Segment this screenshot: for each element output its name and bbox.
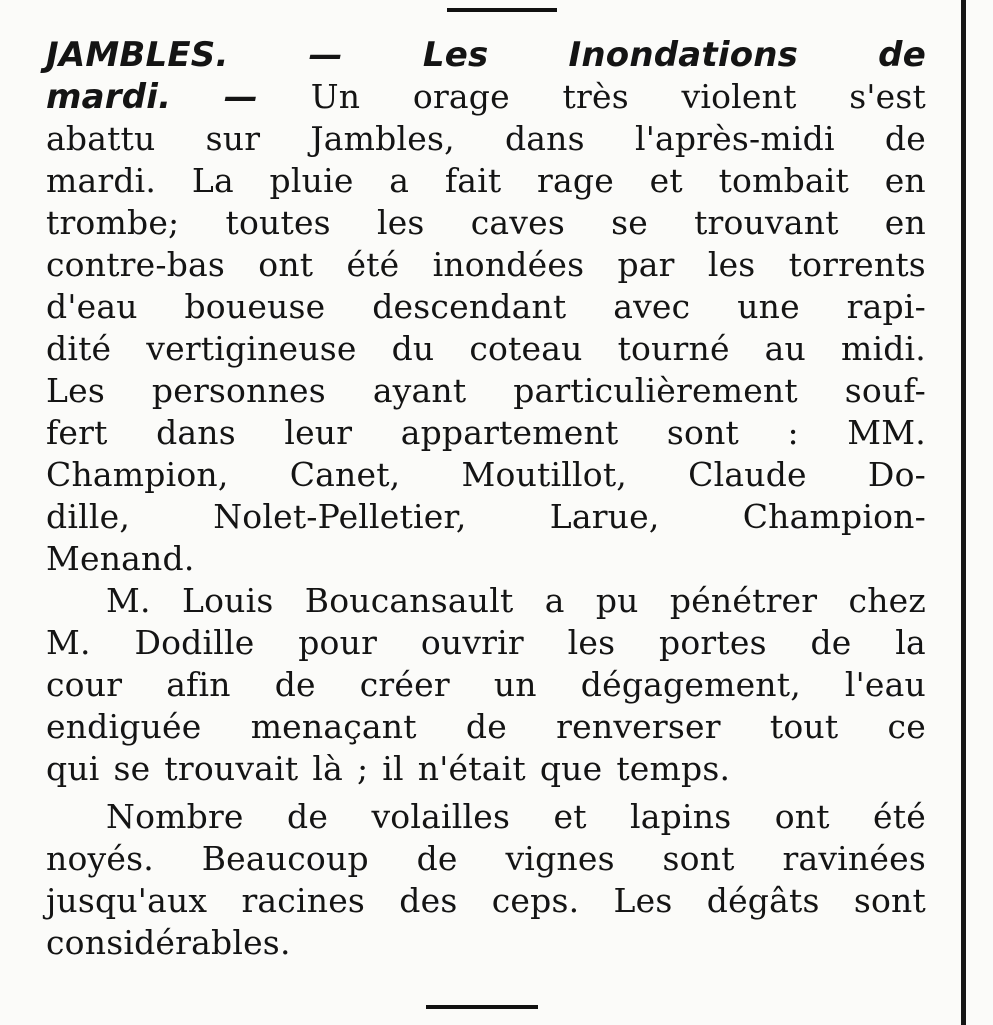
word: ont (258, 245, 314, 284)
word: et (553, 797, 587, 836)
word: ; (356, 749, 369, 788)
headline-line (46, 34, 926, 76)
word: se (113, 749, 151, 788)
word: Les (613, 881, 673, 920)
article-line (46, 922, 926, 964)
word: Inondations (568, 35, 799, 75)
word: cour (46, 665, 123, 704)
word: Larue, (549, 497, 660, 536)
word: inondées (432, 245, 585, 284)
word: jusqu'aux (46, 881, 208, 920)
article-line (46, 118, 926, 160)
word: Champion- (742, 497, 926, 536)
word: n'était (417, 749, 526, 788)
word: pluie (269, 161, 354, 200)
article-line (46, 796, 926, 838)
word: La (191, 161, 234, 200)
word: dans (156, 413, 236, 452)
word: dégâts (706, 881, 820, 920)
word: violent (681, 77, 797, 116)
word: torrents (788, 245, 926, 284)
word: pu (595, 581, 639, 620)
word: l'après-midi (634, 119, 835, 158)
word: pour (298, 623, 378, 662)
word: Claude (688, 455, 807, 494)
article-line (46, 412, 926, 454)
word: midi. (840, 329, 926, 368)
word: temps. (616, 749, 731, 788)
word: là (312, 749, 343, 788)
word: — (308, 35, 343, 75)
word: orage (412, 77, 510, 116)
word: trombe; (46, 203, 180, 242)
word: mardi. (46, 161, 157, 200)
word: tombait (718, 161, 849, 200)
word: leur (284, 413, 353, 452)
word: volailles (371, 797, 511, 836)
word: a (389, 161, 410, 200)
word: créer (359, 665, 450, 704)
word: et (649, 161, 683, 200)
word: Champion, (46, 455, 229, 494)
word: noyés. (46, 839, 154, 878)
word: la (895, 623, 926, 662)
word: particulièrement (513, 371, 798, 410)
word: de (287, 797, 329, 836)
article-line (46, 244, 926, 286)
article-line (46, 538, 926, 580)
word: il (382, 749, 404, 788)
article-line (46, 496, 926, 538)
word: Dodille (134, 623, 255, 662)
word: dégagement, (580, 665, 801, 704)
word: fert (46, 413, 108, 452)
word: Beaucoup (201, 839, 369, 878)
word: ouvrir (420, 623, 524, 662)
word: de (274, 665, 316, 704)
word: sont (662, 839, 735, 878)
word: toutes (225, 203, 331, 242)
word: coteau (469, 329, 583, 368)
article-body (46, 34, 926, 964)
word: de (810, 623, 852, 662)
word: personnes (151, 371, 326, 410)
word: sont (666, 413, 740, 452)
word: Jambles, (310, 119, 455, 158)
article-line (46, 580, 926, 622)
word: été (346, 245, 400, 284)
word: M. (106, 581, 151, 620)
word: ont (774, 797, 830, 836)
word: a (544, 581, 565, 620)
word: dans (504, 119, 585, 158)
word: vertigineuse (146, 329, 357, 368)
word: ravinées (782, 839, 926, 878)
word: tourné (617, 329, 730, 368)
word: dille, (46, 497, 131, 536)
word: Nombre (106, 797, 244, 836)
word: ce (887, 707, 926, 746)
word: Un (310, 77, 361, 116)
word: par (617, 245, 675, 284)
word: — (223, 77, 259, 117)
word: souf- (844, 371, 926, 410)
word: Menand. (46, 539, 195, 578)
word: sont (853, 881, 926, 920)
word: abattu (46, 119, 156, 158)
word: Louis (181, 581, 274, 620)
word: des (399, 881, 458, 920)
word: pénétrer (669, 581, 818, 620)
word: ayant (372, 371, 467, 410)
word: en (884, 203, 926, 242)
word: descendant (372, 287, 567, 326)
bottom-separator-rule (426, 1005, 538, 1009)
article-line (46, 706, 926, 748)
word: été (873, 797, 926, 836)
word: au (764, 329, 806, 368)
word: endiguée (46, 707, 202, 746)
word: l'eau (844, 665, 926, 704)
word: les (376, 203, 425, 242)
word: tout (769, 707, 839, 746)
column-border-line (961, 0, 966, 1025)
word: mardi. (46, 77, 172, 117)
word: s'est (849, 77, 926, 116)
word: fait (444, 161, 502, 200)
word: en (884, 161, 926, 200)
word: racines (241, 881, 366, 920)
word: appartement (400, 413, 619, 452)
word: : (787, 413, 799, 452)
article-line (46, 286, 926, 328)
word: Moutillot, (461, 455, 627, 494)
article-line (46, 838, 926, 880)
word: trouvait (164, 749, 299, 788)
word: d'eau (46, 287, 138, 326)
word: Les (422, 35, 489, 75)
word: les (567, 623, 616, 662)
word: menaçant (250, 707, 417, 746)
word: une (737, 287, 800, 326)
word: ceps. (491, 881, 580, 920)
word: Canet, (289, 455, 401, 494)
article-line (46, 664, 926, 706)
word: avec (613, 287, 691, 326)
article-line (46, 880, 926, 922)
word: rage (537, 161, 614, 200)
article-line (46, 328, 926, 370)
headline-line (46, 76, 926, 118)
word: très (562, 77, 629, 116)
word: contre-bas (46, 245, 226, 284)
word: Les (46, 371, 105, 410)
word: M. (46, 623, 91, 662)
word: MM. (847, 413, 926, 452)
top-separator-rule (447, 8, 557, 12)
article-line (46, 160, 926, 202)
word: JAMBLES. (46, 35, 229, 75)
word: boueuse (184, 287, 326, 326)
word: trouvant (694, 203, 839, 242)
article-line (46, 370, 926, 412)
word: chez (848, 581, 926, 620)
word: Do- (867, 455, 926, 494)
word: de (465, 707, 507, 746)
word: se (611, 203, 648, 242)
article-line (46, 454, 926, 496)
word: qui (46, 749, 100, 788)
word: dité (46, 329, 112, 368)
word: les (707, 245, 756, 284)
word: de (884, 119, 926, 158)
word: caves (470, 203, 565, 242)
article-line (46, 202, 926, 244)
word: portes (659, 623, 767, 662)
word: un (493, 665, 537, 704)
word: renverser (556, 707, 721, 746)
word: Nolet-Pelletier, (213, 497, 467, 536)
word: vignes (505, 839, 615, 878)
word: du (391, 329, 435, 368)
article-line (46, 748, 926, 790)
word: rapi- (846, 287, 926, 326)
word: Boucansault (304, 581, 514, 620)
word: que (539, 749, 603, 788)
word: considérables. (46, 923, 291, 962)
word: de (416, 839, 458, 878)
word: lapins (630, 797, 732, 836)
article-line (46, 622, 926, 664)
word: de (878, 35, 926, 75)
word: sur (205, 119, 261, 158)
word: afin (166, 665, 231, 704)
